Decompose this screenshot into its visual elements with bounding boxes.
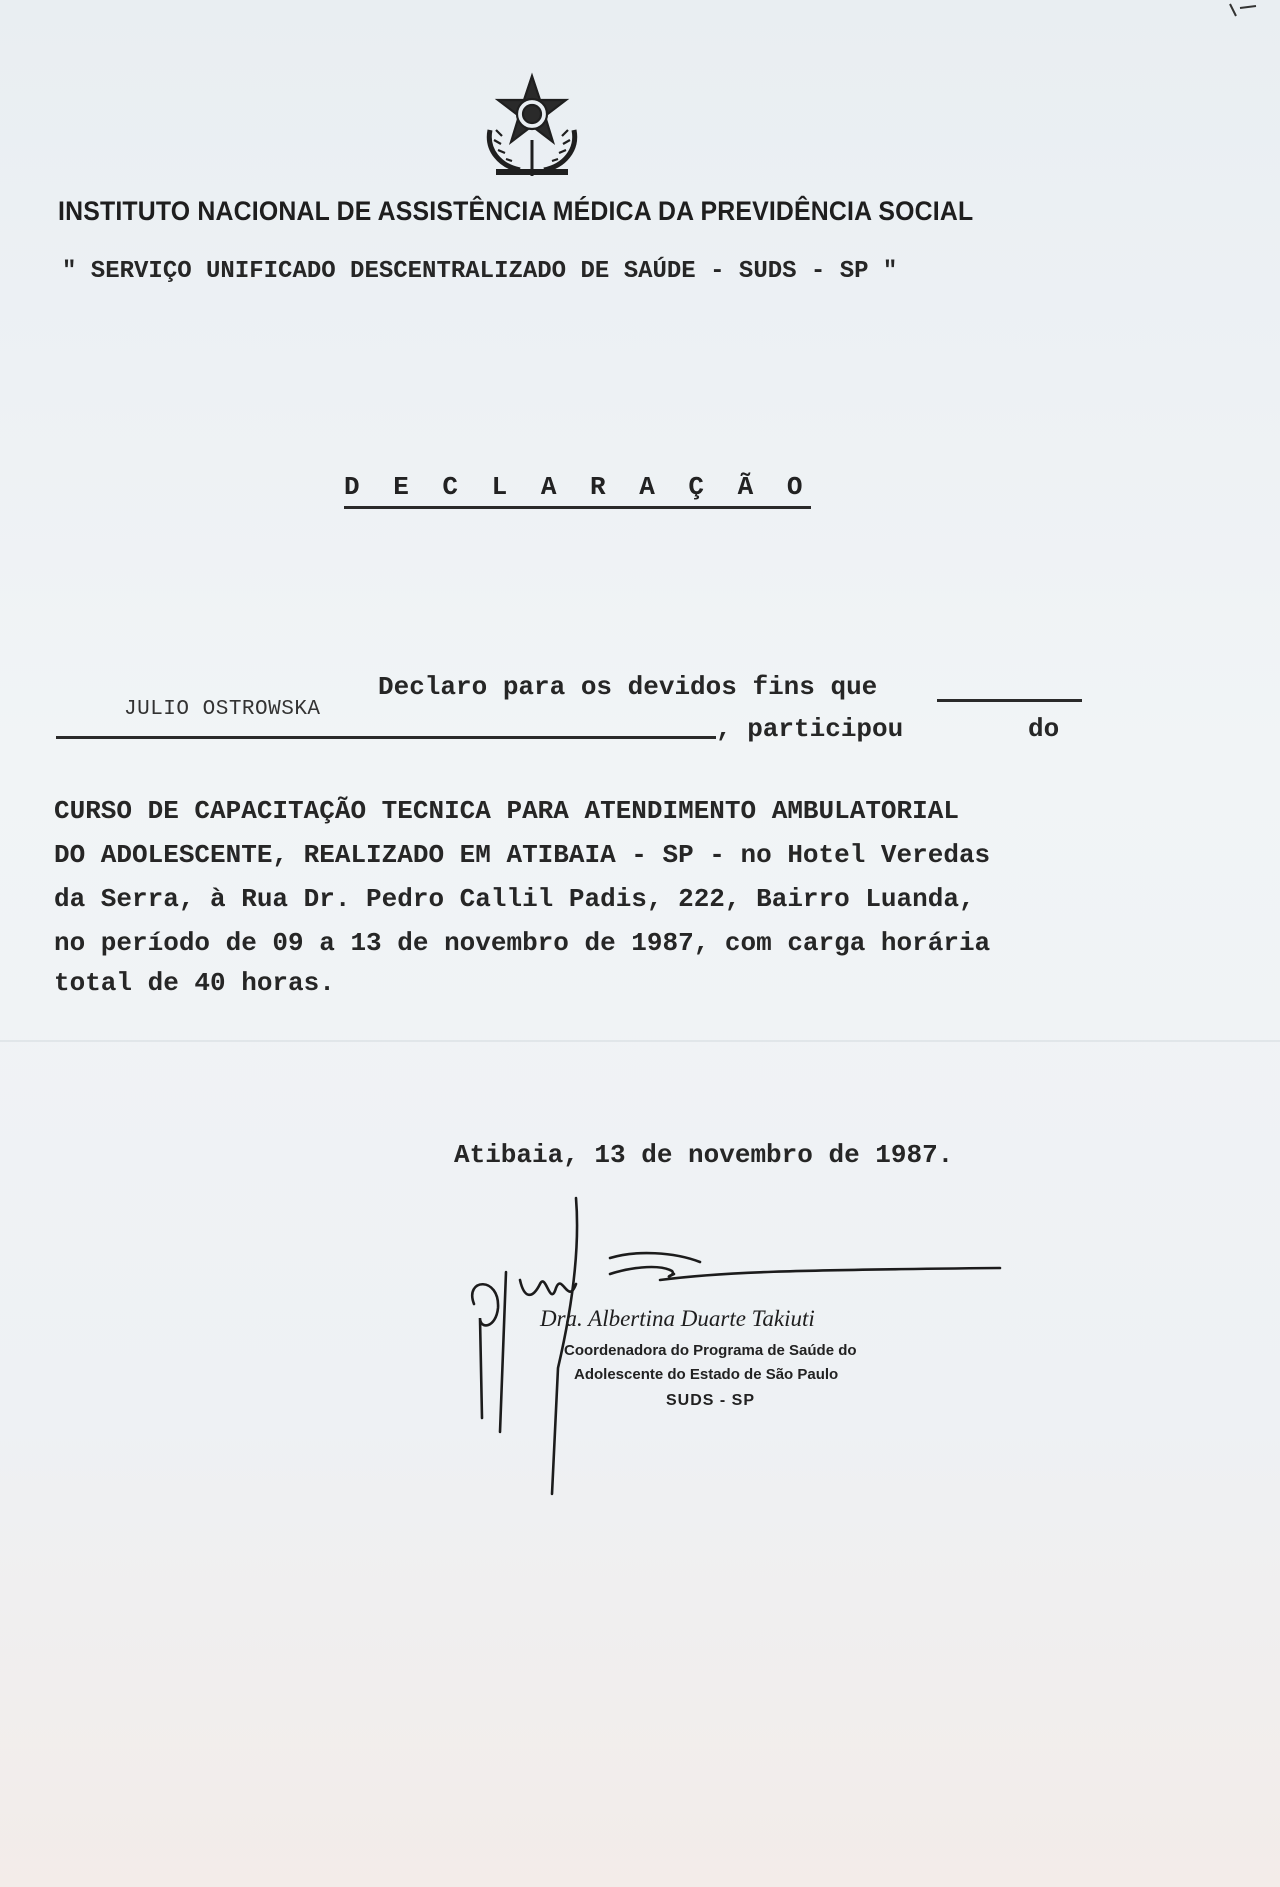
- pen-mark: [1228, 2, 1258, 18]
- coat-of-arms-icon: [476, 70, 588, 182]
- declaration-intro: Declaro para os devidos fins que: [378, 672, 878, 702]
- body-line: CURSO DE CAPACITAÇÃO TECNICA PARA ATENDIMENTO AMBULATORIAL: [54, 796, 959, 826]
- blank-line-right: [937, 699, 1082, 702]
- signatory-name: Dra. Albertina Duarte Takiuti: [540, 1306, 815, 1331]
- body-line: da Serra, à Rua Dr. Pedro Callil Padis, 222, Bairro Luanda,: [54, 884, 975, 914]
- institute-name: INSTITUTO NACIONAL DE ASSISTÊNCIA MÉDICA DA PREVIDÊNCIA SOCIAL: [58, 196, 974, 226]
- service-name: " SERVIÇO UNIFICADO DESCENTRALIZADO DE SAÚDE - SUDS - SP ": [62, 258, 898, 285]
- signatory-org: SUDS - SP: [666, 1392, 756, 1409]
- signatory-role: Coordenadora do Programa de Saúde do: [564, 1342, 857, 1359]
- place-date: Atibaia, 13 de novembro de 1987.: [454, 1140, 954, 1170]
- paper-crease: [0, 1040, 1280, 1042]
- signatory-role: Adolescente do Estado de São Paulo: [574, 1366, 839, 1383]
- name-underline: [56, 736, 716, 739]
- body-line: no período de 09 a 13 de novembro de 1987, com carga horária: [54, 928, 991, 958]
- document-title: D E C L A R A Ç Ã O: [344, 472, 811, 509]
- body-line: DO ADOLESCENTE, REALIZADO EM ATIBAIA - SP - no Hotel Veredas: [54, 840, 991, 870]
- body-line: total de 40 horas.: [54, 968, 335, 998]
- of-text: do: [1028, 714, 1060, 744]
- person-name: JULIO OSTROWSKA: [124, 698, 321, 721]
- participated-text: , participou: [716, 714, 904, 744]
